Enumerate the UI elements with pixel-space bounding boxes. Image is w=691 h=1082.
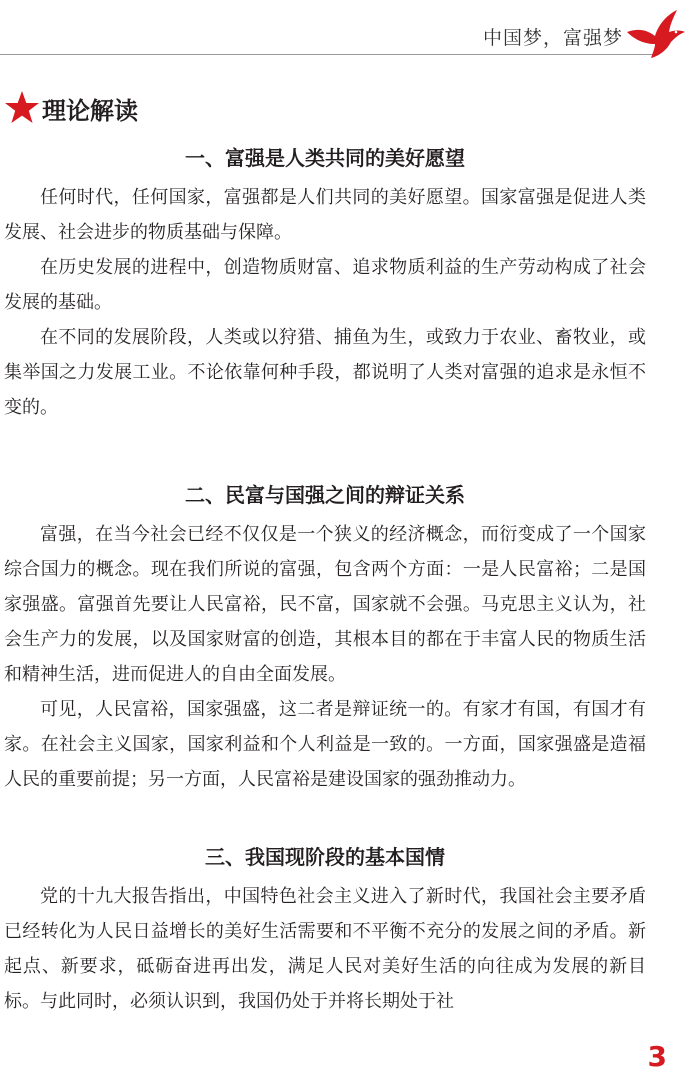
dove-icon (625, 8, 687, 60)
page-header (0, 8, 691, 64)
paragraph: 在不同的发展阶段，人类或以狩猎、捕鱼为生，或致力于农业、畜牧业，或集举国之力发展工业。不论依靠何种手段，都说明了人类对富强的追求是永恒不变的。 (4, 327, 646, 418)
star-icon (4, 90, 40, 126)
header-title: 中国梦，富强梦 (482, 27, 623, 49)
page-number: 3 (647, 1040, 667, 1073)
page-body (4, 136, 646, 1019)
paragraph: 任何时代，任何国家，富强都是人们共同的美好愿望。国家富强是促进人类发展、社会进步的物质基础与保障。 (4, 187, 646, 243)
header-rule (0, 54, 659, 55)
paragraph: 富强，在当今社会已经不仅仅是一个狭义的经济概念，而衍变成了一个国家综合国力的概念。现在我们所说的富强，包含两个方面：一是人民富裕；二是国家强盛。富强首先要让人民富裕，民不富，国家就不会强。马克思主义认为，社会生产力的发展，以及国家财富的创造，其根本目的都在于丰富人民的物质生活和精神生活，进而促进人的自由全面发展。 (4, 524, 646, 685)
section-heading (4, 88, 138, 128)
subsection-heading-2: 二、民富与国强之间的辩证关系 (185, 483, 465, 507)
subsection-heading-1: 一、富强是人类共同的美好愿望 (185, 146, 465, 170)
section-title: 理论解读 (42, 96, 138, 125)
subsection-heading-3: 三、我国现阶段的基本国情 (205, 845, 445, 869)
paragraph: 在历史发展的进程中，创造物质财富、追求物质利益的生产劳动构成了社会发展的基础。 (4, 257, 646, 313)
paragraph: 党的十九大报告指出，中国特色社会主义进入了新时代，我国社会主要矛盾已经转化为人民日益增长的美好生活需要和不平衡不充分的发展之间的矛盾。新起点、新要求，砥砺奋进再出发，满足人民对美好生活的向往成为发展的新目标。与此同时，必须认识到，我国仍处于并将长期处于社 (4, 886, 646, 1012)
paragraph: 可见，人民富裕，国家强盛，这二者是辩证统一的。有家才有国，有国才有家。在社会主义国家，国家利益和个人利益是一致的。一方面，国家强盛是造福人民的重要前提；另一方面，人民富裕是建设国家的强劲推动力。 (4, 699, 646, 790)
